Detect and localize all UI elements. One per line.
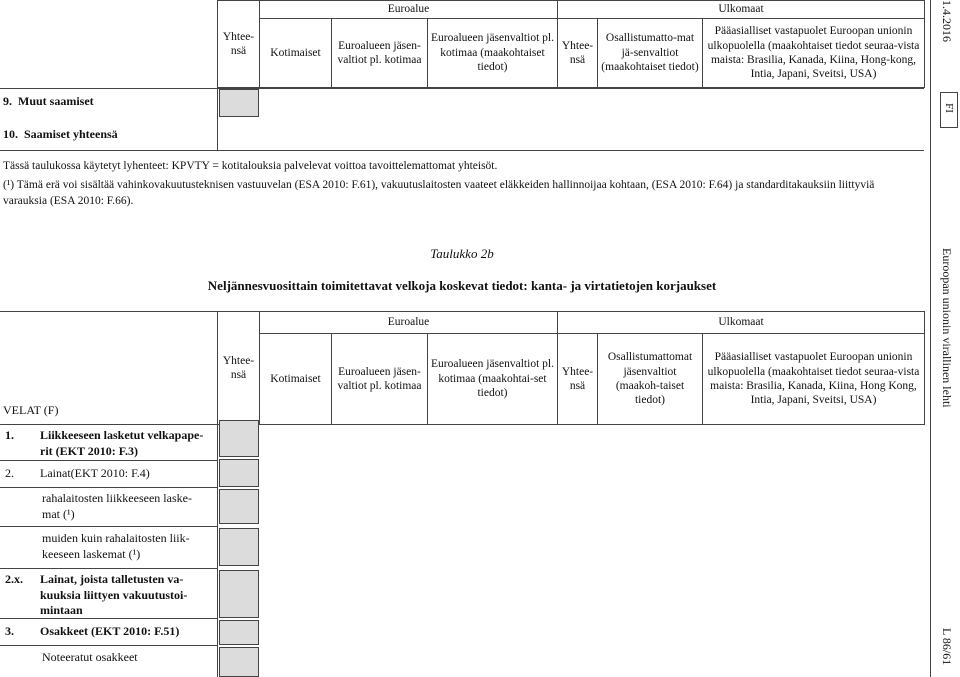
col-euro-members: Euroalueen jäsen-valtiot pl. kotimaa — [332, 334, 428, 425]
row-2x-num: 2.x. — [5, 572, 23, 586]
row-3-label: Osakkeet (EKT 2010: F.51) — [40, 624, 180, 638]
table-2b-header — [217, 311, 925, 425]
col-divider — [217, 424, 218, 677]
cell-shaded — [219, 89, 259, 117]
col-participating: Osallistumatto-mat jä-senvaltiot (maakohtaiset tiedot) — [598, 19, 703, 88]
margin-journal-title: Euroopan unionin virallinen lehti — [940, 248, 954, 408]
row-divider — [0, 618, 217, 619]
cell-shaded — [219, 647, 259, 677]
col-euro-members-regional: Euroalueen jäsenvaltiot pl. kotimaa (maakohtai-set tiedot) — [428, 334, 558, 425]
cell-shaded — [219, 570, 259, 618]
top-header-table — [217, 0, 925, 88]
col-euro-members-regional: Euroalueen jäsenvaltiot pl. kotimaa (maakohtaiset tiedot) — [428, 19, 558, 88]
row-divider — [0, 88, 924, 89]
row-divider — [0, 645, 217, 646]
col-divider — [217, 88, 218, 150]
row-divider — [0, 150, 924, 151]
margin-page-ref: L 86/61 — [940, 628, 954, 666]
row-divider — [0, 526, 217, 527]
footnote: (¹) Tämä erä voi sisältää vahinkovakuutusteknisen vastuuvelan (ESA 2010: F.61), vakuutuslaitosten vaateet eläkkeiden hallinnoijaa kohtaan, (ESA 2010: F.64) ja standarditakauksiin liittyviä varauksia (ESA 2010: F.66). — [3, 179, 875, 207]
col-total-2: Yhtee-nsä — [558, 19, 598, 88]
group-foreign: Ulkomaat — [558, 1, 925, 19]
margin-date: 1.4.2016 — [940, 0, 954, 42]
group-euro: Euroalue — [260, 1, 558, 19]
row-2-num: 2. — [5, 466, 14, 480]
row-3a-label: Noteeratut osakkeet — [42, 650, 138, 664]
margin-language: FI — [940, 92, 958, 128]
row-divider — [0, 460, 217, 461]
cell-shaded — [219, 620, 259, 645]
section-liabilities: VELAT (F) — [3, 403, 59, 417]
header-bottom-border — [0, 424, 924, 425]
col-total-2: Yhtee-nsä — [558, 334, 598, 425]
abbrev-note: Tässä taulukossa käytetyt lyhenteet: KPVTY = kotitalouksia palvelevat voittoa tavoittelemattomat yhteisöt. — [3, 160, 498, 172]
row-1-num: 1. — [5, 428, 14, 442]
col-total: Yhtee-nsä — [218, 1, 260, 88]
row-2-label: Lainat(EKT 2010: F.4) — [40, 466, 150, 480]
row-2b-label: muiden kuin rahalaitosten liik-keeseen laskemat (¹) — [42, 531, 190, 561]
row-10-label: 10. Saamiset yhteensä — [3, 127, 118, 141]
cell-shaded — [219, 528, 259, 566]
col-domestic: Kotimaiset — [260, 19, 332, 88]
row-1-label: Liikkeeseen lasketut velkapape-rit (EKT 2010: F.3) — [40, 428, 204, 458]
row-divider — [0, 568, 217, 569]
col-main-partners: Pääasialliset vastapuolet Euroopan unionin ulkopuolella (maakohtaiset tiedot seuraa-vista maista: Brasilia, Kanada, Kiina, Hong Kong, Intia, Japani, Sveitsi, USA) — [703, 334, 925, 425]
row-2x-label: Lainat, joista talletusten va-kuuksia liittyen vakuutustoi-mintaan — [40, 572, 188, 618]
col-euro-members: Euroalueen jäsen-valtiot pl. kotimaa — [332, 19, 428, 88]
row-2a-label: rahalaitosten liikkeeseen laske-mat (¹) — [42, 491, 192, 521]
table-caption: Taulukko 2b — [430, 246, 494, 261]
margin-rule — [930, 0, 931, 677]
cell-shaded — [219, 420, 259, 457]
col-non-participating: Osallistumattomat jäsenvaltiot (maakoh-taiset tiedot) — [598, 334, 703, 425]
row-3-num: 3. — [5, 624, 14, 638]
col-total: Yhtee-nsä — [218, 312, 260, 425]
group-foreign: Ulkomaat — [558, 312, 925, 334]
col-main-partners: Pääasialliset vastapuolet Euroopan unionin ulkopuolella (maakohtaiset tiedot seuraa-vista maista: Brasilia, Kanada, Kiina, Hong-kong, Intia, Japani, Sveitsi, USA) — [703, 19, 925, 88]
cell-shaded — [219, 489, 259, 524]
col-domestic: Kotimaiset — [260, 334, 332, 425]
row-9-label: 9. Muut saamiset — [3, 94, 94, 108]
cell-shaded — [219, 459, 259, 487]
row-divider — [0, 487, 217, 488]
group-euro: Euroalue — [260, 312, 558, 334]
table-title: Neljännesvuosittain toimitettavat velkoja koskevat tiedot: kanta- ja virtatietojen korjaukset — [207, 278, 717, 293]
